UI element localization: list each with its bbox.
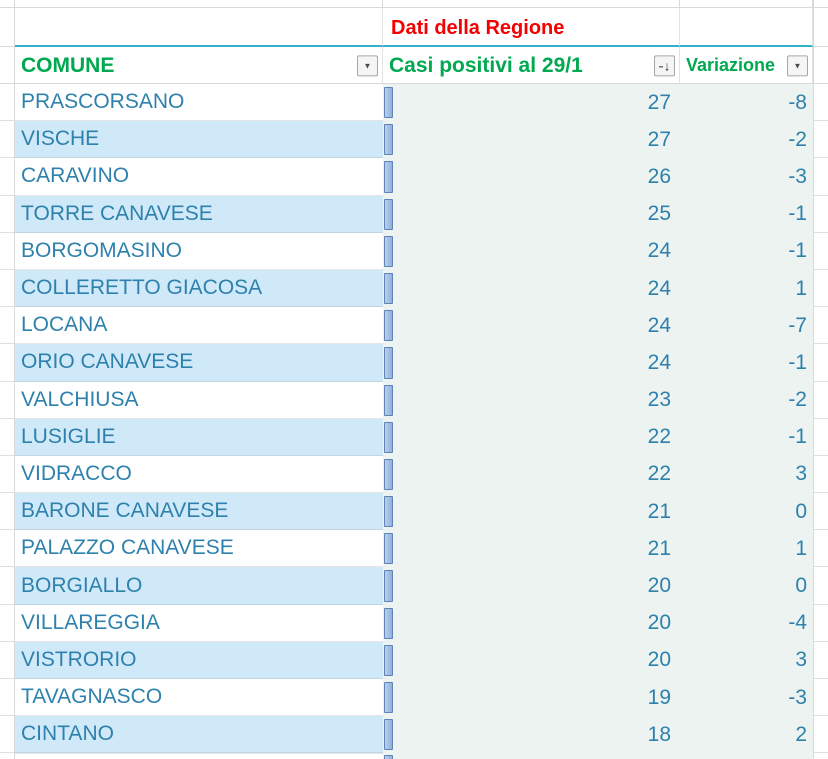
- variazione-cell[interactable]: [680, 567, 813, 604]
- gridline-cell: [680, 0, 813, 7]
- comune-value: VILLAREGGIA: [21, 610, 160, 634]
- casi-cell[interactable]: [383, 270, 680, 307]
- gridline-cell: [383, 0, 680, 7]
- bottom-partial-row: [0, 753, 828, 759]
- row-right-cell: [813, 530, 828, 567]
- variazione-cell[interactable]: [680, 233, 813, 270]
- row-margin-cell: [0, 419, 15, 456]
- row-right-cell: [813, 493, 828, 530]
- databar: [384, 570, 393, 601]
- variazione-cell[interactable]: [680, 605, 813, 642]
- databar: [384, 161, 393, 192]
- casi-cell[interactable]: [383, 716, 680, 753]
- casi-value: 20: [647, 611, 671, 635]
- comune-value: PALAZZO CANAVESE: [21, 536, 234, 560]
- row-margin-cell: [0, 642, 15, 679]
- banner-title-cell[interactable]: [383, 8, 680, 47]
- chevron-down-icon: ▼: [363, 61, 372, 71]
- comune-value: LUSIGLIE: [21, 424, 116, 448]
- comune-cell: [15, 753, 383, 759]
- row-right-cell: [813, 679, 828, 716]
- databar: [384, 533, 393, 564]
- comune-cell[interactable]: [15, 493, 383, 530]
- header-margin-cell: [813, 47, 828, 83]
- table-body: [0, 84, 828, 753]
- comune-value: BARONE CANAVESE: [21, 499, 229, 523]
- comune-header-label: COMUNE: [21, 54, 115, 77]
- row-margin-cell: [0, 530, 15, 567]
- comune-cell[interactable]: [15, 605, 383, 642]
- row-right-cell: [813, 84, 828, 121]
- casi-cell[interactable]: [383, 679, 680, 716]
- casi-value: 25: [647, 202, 671, 226]
- row-margin-cell: [0, 158, 15, 195]
- row-margin-cell: [0, 679, 15, 716]
- databar: [384, 310, 393, 341]
- gridline-cell: [0, 0, 15, 7]
- databar: [384, 347, 393, 378]
- row-right-cell: [813, 605, 828, 642]
- databar: [384, 199, 393, 230]
- row-margin-cell: [0, 270, 15, 307]
- row-right-cell: [813, 270, 828, 307]
- variazione-cell[interactable]: [680, 642, 813, 679]
- row-right-cell: [813, 456, 828, 493]
- casi-sort-filter-button[interactable]: [654, 55, 675, 76]
- casi-header-label: Casi positivi al 29/1: [389, 54, 583, 77]
- casi-cell[interactable]: [383, 307, 680, 344]
- casi-cell[interactable]: [383, 567, 680, 604]
- casi-value: 26: [647, 164, 671, 188]
- table-row: [0, 382, 828, 419]
- casi-value: 27: [647, 127, 671, 151]
- variazione-cell[interactable]: [680, 530, 813, 567]
- casi-value: 24: [647, 313, 671, 337]
- databar: [384, 87, 393, 118]
- table-row: [0, 233, 828, 270]
- comune-filter-button[interactable]: [357, 55, 378, 76]
- databar: [384, 459, 393, 490]
- table-row: [0, 121, 828, 158]
- row-right-cell: [813, 233, 828, 270]
- casi-value: 24: [647, 350, 671, 374]
- variazione-value: -1: [788, 425, 807, 449]
- comune-cell[interactable]: [15, 344, 383, 381]
- comune-value: TORRE CANAVESE: [21, 201, 213, 225]
- casi-value: 19: [647, 685, 671, 709]
- banner-empty-cell[interactable]: [15, 8, 383, 47]
- variazione-cell[interactable]: [680, 307, 813, 344]
- comune-value: COLLERETTO GIACOSA: [21, 276, 263, 300]
- gridline-cell: [813, 0, 828, 7]
- row-margin-cell: [0, 493, 15, 530]
- table-row: [0, 84, 828, 121]
- variazione-value: 1: [795, 276, 807, 300]
- comune-cell[interactable]: [15, 233, 383, 270]
- chevron-down-icon: ▼: [793, 61, 802, 71]
- comune-value: PRASCORSANO: [21, 90, 185, 114]
- comune-value: LOCANA: [21, 313, 108, 337]
- comune-cell[interactable]: [15, 642, 383, 679]
- casi-cell[interactable]: [383, 605, 680, 642]
- comune-value: BORGIALLO: [21, 573, 143, 597]
- variazione-value: -2: [788, 388, 807, 412]
- comune-value: VISTRORIO: [21, 647, 137, 671]
- row-margin-cell: [0, 382, 15, 419]
- header-margin-cell: [0, 47, 15, 83]
- casi-cell[interactable]: [383, 530, 680, 567]
- variazione-cell[interactable]: [680, 716, 813, 753]
- comune-cell[interactable]: [15, 307, 383, 344]
- comune-cell[interactable]: [15, 270, 383, 307]
- variazione-cell[interactable]: [680, 382, 813, 419]
- variazione-value: -2: [788, 127, 807, 151]
- row-margin-cell: [0, 716, 15, 753]
- casi-cell[interactable]: [383, 456, 680, 493]
- gridline-cell: [0, 753, 15, 759]
- variazione-value: 3: [795, 648, 807, 672]
- gridline-cell: [15, 0, 383, 7]
- variazione-value: -4: [788, 611, 807, 635]
- casi-value: 18: [647, 722, 671, 746]
- header-cell-casi[interactable]: [383, 47, 680, 83]
- banner-title: Dati della Regione: [391, 17, 565, 39]
- row-margin-cell: [0, 567, 15, 604]
- casi-value: 27: [647, 90, 671, 114]
- databar: [384, 682, 393, 713]
- table-row: [0, 605, 828, 642]
- casi-cell[interactable]: [383, 419, 680, 456]
- casi-value: 21: [647, 499, 671, 523]
- header-cell-comune[interactable]: [15, 47, 383, 83]
- casi-value: 23: [647, 388, 671, 412]
- row-right-cell: [813, 382, 828, 419]
- casi-cell[interactable]: [383, 84, 680, 121]
- comune-cell[interactable]: [15, 419, 383, 456]
- row-margin-cell: [0, 456, 15, 493]
- row-margin-cell: [0, 121, 15, 158]
- comune-value: CINTANO: [21, 722, 114, 746]
- casi-cell[interactable]: [383, 382, 680, 419]
- row-right-cell: [813, 121, 828, 158]
- casi-value: 22: [647, 462, 671, 486]
- variazione-value: -1: [788, 350, 807, 374]
- databar: [384, 496, 393, 527]
- casi-cell[interactable]: [383, 158, 680, 195]
- row-right-cell: [813, 196, 828, 233]
- comune-cell[interactable]: [15, 382, 383, 419]
- casi-value: 22: [647, 425, 671, 449]
- row-margin-cell: [0, 344, 15, 381]
- comune-cell[interactable]: [15, 716, 383, 753]
- table-row: [0, 642, 828, 679]
- casi-cell[interactable]: [383, 493, 680, 530]
- banner-margin-cell: [0, 8, 15, 47]
- databar: [384, 755, 393, 759]
- banner-empty-cell[interactable]: [680, 8, 813, 47]
- table-row: [0, 196, 828, 233]
- table-row: [0, 270, 828, 307]
- casi-cell[interactable]: [383, 344, 680, 381]
- comune-value: ORIO CANAVESE: [21, 350, 194, 374]
- table-header-row: [0, 47, 828, 84]
- table-row: [0, 456, 828, 493]
- variazione-value: -1: [788, 202, 807, 226]
- comune-cell[interactable]: [15, 196, 383, 233]
- comune-value: VISCHE: [21, 127, 100, 151]
- databar: [384, 645, 393, 676]
- comune-value: CARAVINO: [21, 164, 130, 188]
- comune-value: VALCHIUSA: [21, 387, 139, 411]
- table-row: [0, 530, 828, 567]
- variazione-cell[interactable]: [680, 121, 813, 158]
- comune-cell[interactable]: [15, 530, 383, 567]
- casi-value: 21: [647, 536, 671, 560]
- casi-cell[interactable]: [383, 121, 680, 158]
- row-margin-cell: [0, 605, 15, 642]
- databar: [384, 236, 393, 267]
- variazione-cell[interactable]: [680, 456, 813, 493]
- row-right-cell: [813, 419, 828, 456]
- variazione-cell[interactable]: [680, 344, 813, 381]
- row-margin-cell: [0, 307, 15, 344]
- databar: [384, 385, 393, 416]
- row-margin-cell: [0, 196, 15, 233]
- variazione-cell[interactable]: [680, 196, 813, 233]
- row-margin-cell: [0, 233, 15, 270]
- row-right-cell: [813, 344, 828, 381]
- casi-cell[interactable]: [383, 233, 680, 270]
- variazione-cell[interactable]: [680, 158, 813, 195]
- row-right-cell: [813, 567, 828, 604]
- databar: [384, 124, 393, 155]
- casi-cell[interactable]: [383, 642, 680, 679]
- variazione-filter-button[interactable]: [787, 55, 808, 76]
- casi-value: 20: [647, 648, 671, 672]
- variazione-value: 3: [795, 462, 807, 486]
- variazione-cell[interactable]: [680, 270, 813, 307]
- casi-value: 20: [647, 574, 671, 598]
- banner-row: [0, 8, 828, 47]
- comune-cell[interactable]: [15, 456, 383, 493]
- top-sliver-row: [0, 0, 828, 8]
- variazione-cell[interactable]: [680, 419, 813, 456]
- comune-cell[interactable]: [15, 158, 383, 195]
- databar: [384, 608, 393, 639]
- table-row: [0, 567, 828, 604]
- table-row: [0, 344, 828, 381]
- variazione-value: -3: [788, 685, 807, 709]
- row-right-cell: [813, 642, 828, 679]
- variazione-value: -1: [788, 239, 807, 263]
- databar: [384, 719, 393, 750]
- comune-cell[interactable]: [15, 679, 383, 716]
- variazione-header-label: Variazione: [686, 55, 776, 75]
- casi-value: 24: [647, 276, 671, 300]
- row-margin-cell: [0, 84, 15, 121]
- variazione-value: 0: [795, 499, 807, 523]
- table-row: [0, 716, 828, 753]
- row-right-cell: [813, 158, 828, 195]
- variazione-cell[interactable]: [680, 679, 813, 716]
- casi-cell: [383, 753, 680, 759]
- sort-descending-icon: ↓: [663, 58, 671, 74]
- variazione-value: 0: [795, 574, 807, 598]
- table-row: [0, 158, 828, 195]
- variazione-cell[interactable]: [680, 493, 813, 530]
- casi-value: 24: [647, 239, 671, 263]
- variazione-cell: [680, 753, 813, 759]
- comune-cell[interactable]: [15, 84, 383, 121]
- comune-cell[interactable]: [15, 121, 383, 158]
- databar: [384, 422, 393, 453]
- gridline-cell: [813, 753, 828, 759]
- casi-cell[interactable]: [383, 196, 680, 233]
- variazione-cell[interactable]: [680, 84, 813, 121]
- comune-value: BORGOMASINO: [21, 238, 183, 262]
- table-row: [0, 679, 828, 716]
- banner-margin-cell: [813, 8, 828, 47]
- table-row: [0, 307, 828, 344]
- variazione-value: 2: [795, 722, 807, 746]
- variazione-value: -3: [788, 164, 807, 188]
- databar: [384, 273, 393, 304]
- row-right-cell: [813, 307, 828, 344]
- variazione-value: -8: [788, 90, 807, 114]
- header-cell-variazione[interactable]: [680, 47, 813, 83]
- comune-value: VIDRACCO: [21, 461, 132, 485]
- table-row: [0, 419, 828, 456]
- variazione-value: -7: [788, 313, 807, 337]
- comune-cell[interactable]: [15, 567, 383, 604]
- table-row: [0, 493, 828, 530]
- variazione-value: 1: [795, 536, 807, 560]
- comune-value: TAVAGNASCO: [21, 685, 163, 709]
- row-right-cell: [813, 716, 828, 753]
